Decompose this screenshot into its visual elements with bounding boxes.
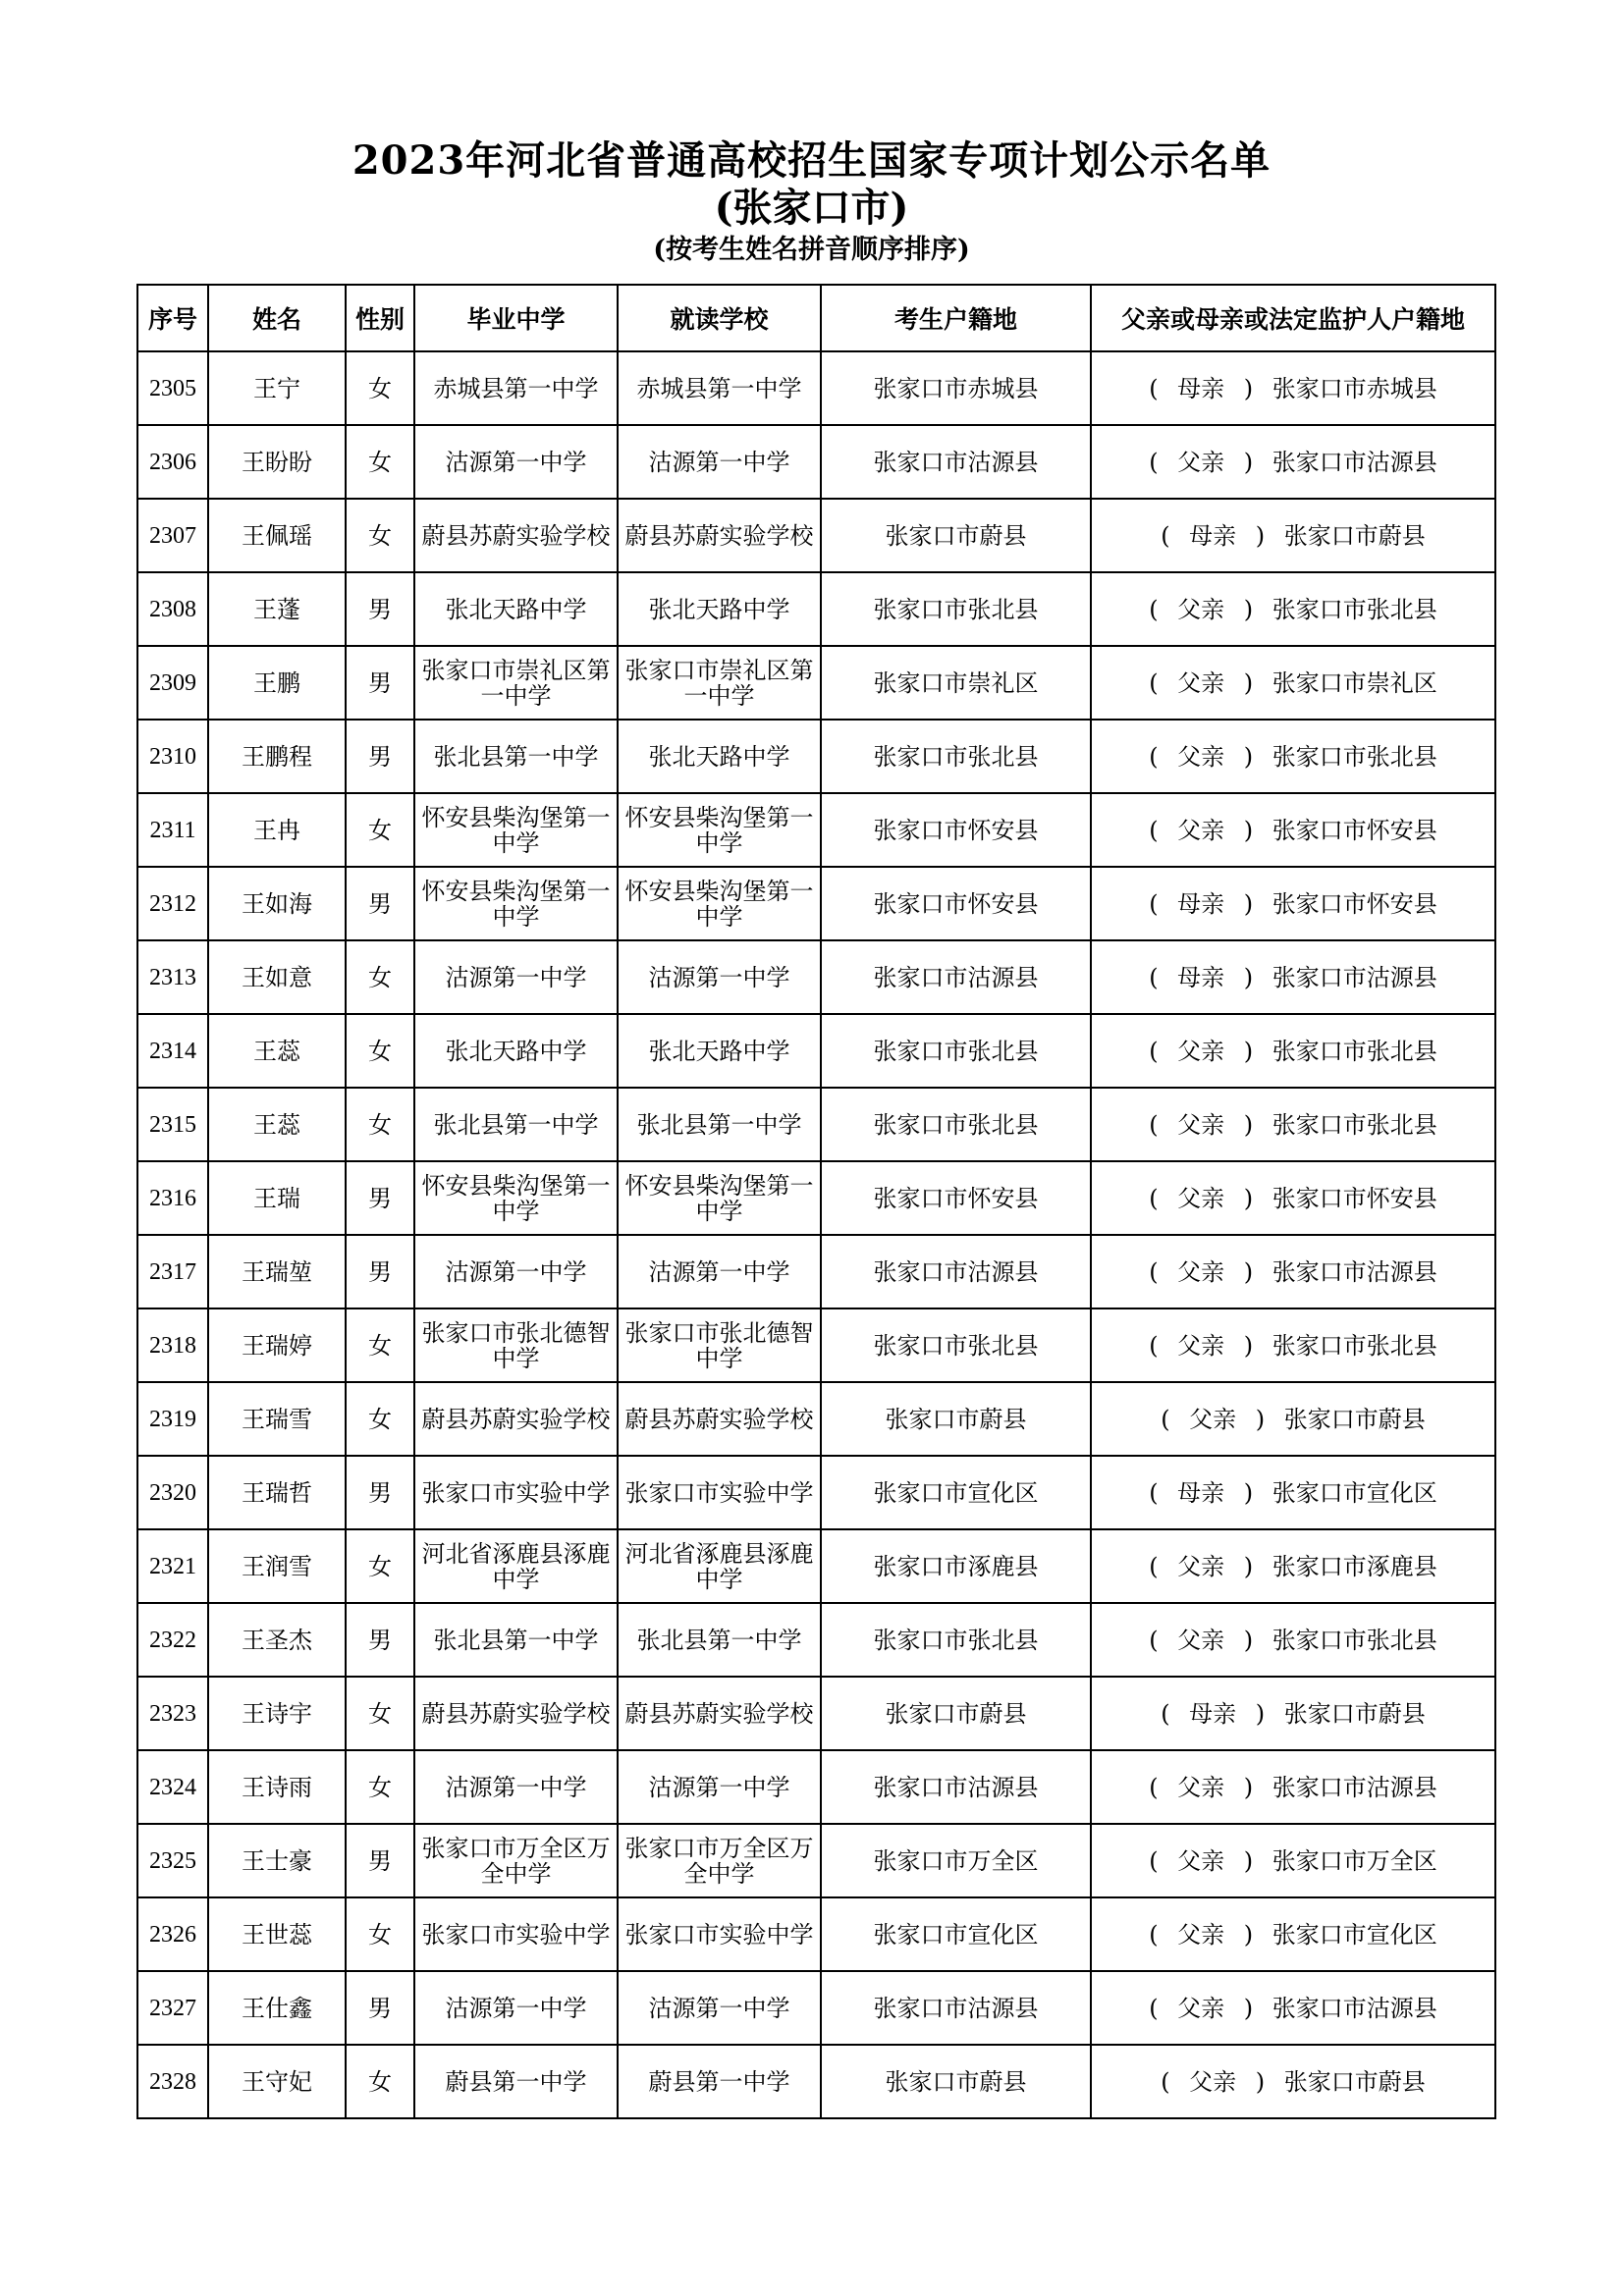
table-row xyxy=(137,1824,1495,1897)
grad-school-cell: 怀安县柴沟堡第一中学 xyxy=(414,793,618,867)
grad-school-cell: 沽源第一中学 xyxy=(414,1750,618,1824)
grad-school-cell: 张北县第一中学 xyxy=(414,1088,618,1161)
seq-cell: 2319 xyxy=(137,1382,208,1456)
guardian-hukou-cell: ( 母亲 ) 张家口市宣化区 xyxy=(1091,1456,1495,1529)
roster-table xyxy=(136,284,1496,2119)
guardian-hukou-cell: ( 父亲 ) 张家口市张北县 xyxy=(1091,1014,1495,1088)
name-cell: 王诗雨 xyxy=(208,1750,346,1824)
table-row xyxy=(137,1014,1495,1088)
grad-school-cell: 沽源第一中学 xyxy=(414,940,618,1014)
table-row xyxy=(137,1897,1495,1971)
hukou-cell: 张家口市蔚县 xyxy=(821,2045,1091,2118)
guardian-hukou-cell: ( 父亲 ) 张家口市张北县 xyxy=(1091,572,1495,646)
current-school-cell: 张北县第一中学 xyxy=(618,1603,821,1677)
table-row xyxy=(137,1603,1495,1677)
hukou-cell: 张家口市张北县 xyxy=(821,1603,1091,1677)
grad-school-cell: 怀安县柴沟堡第一中学 xyxy=(414,867,618,940)
hukou-cell: 张家口市赤城县 xyxy=(821,351,1091,425)
name-cell: 王诗宇 xyxy=(208,1677,346,1750)
table-row xyxy=(137,351,1495,425)
hukou-cell: 张家口市张北县 xyxy=(821,1088,1091,1161)
name-cell: 王佩瑶 xyxy=(208,499,346,572)
header-row xyxy=(137,285,1495,351)
gender-cell: 女 xyxy=(346,1308,414,1382)
name-cell: 王世蕊 xyxy=(208,1897,346,1971)
table-row xyxy=(137,499,1495,572)
gender-cell: 男 xyxy=(346,1456,414,1529)
table-body xyxy=(137,351,1495,2118)
grad-school-cell: 河北省涿鹿县涿鹿中学 xyxy=(414,1529,618,1603)
grad-school-cell: 张家口市实验中学 xyxy=(414,1897,618,1971)
sort-note: (按考生姓名拼音顺序排序) xyxy=(653,235,970,265)
grad-school-cell: 蔚县苏蔚实验学校 xyxy=(414,1677,618,1750)
current-school-cell: 张北县第一中学 xyxy=(618,1088,821,1161)
gender-cell: 男 xyxy=(346,1971,414,2045)
gender-cell: 男 xyxy=(346,720,414,793)
column-header-guardian-hukou: 父亲或母亲或法定监护人户籍地 xyxy=(1091,285,1495,351)
hukou-cell: 张家口市宣化区 xyxy=(821,1897,1091,1971)
current-school-cell: 沽源第一中学 xyxy=(618,1235,821,1308)
gender-cell: 女 xyxy=(346,351,414,425)
name-cell: 王鹏 xyxy=(208,646,346,720)
hukou-cell: 张家口市宣化区 xyxy=(821,1456,1091,1529)
current-school-cell: 河北省涿鹿县涿鹿中学 xyxy=(618,1529,821,1603)
name-cell: 王鹏程 xyxy=(208,720,346,793)
grad-school-cell: 张家口市万全区万全中学 xyxy=(414,1824,618,1897)
hukou-cell: 张家口市万全区 xyxy=(821,1824,1091,1897)
gender-cell: 女 xyxy=(346,1897,414,1971)
table-row xyxy=(137,1529,1495,1603)
hukou-cell: 张家口市沽源县 xyxy=(821,1971,1091,2045)
grad-school-cell: 怀安县柴沟堡第一中学 xyxy=(414,1161,618,1235)
seq-cell: 2311 xyxy=(137,793,208,867)
grad-school-cell: 蔚县苏蔚实验学校 xyxy=(414,1382,618,1456)
guardian-hukou-cell: ( 父亲 ) 张家口市崇礼区 xyxy=(1091,646,1495,720)
gender-cell: 女 xyxy=(346,1014,414,1088)
name-cell: 王守妃 xyxy=(208,2045,346,2118)
name-cell: 王宁 xyxy=(208,351,346,425)
gender-cell: 男 xyxy=(346,1235,414,1308)
guardian-hukou-cell: ( 父亲 ) 张家口市张北县 xyxy=(1091,1603,1495,1677)
table-row xyxy=(137,940,1495,1014)
gender-cell: 男 xyxy=(346,1161,414,1235)
column-header-name: 姓名 xyxy=(208,285,346,351)
column-header-gender: 性别 xyxy=(346,285,414,351)
gender-cell: 女 xyxy=(346,1750,414,1824)
grad-school-cell: 张北县第一中学 xyxy=(414,720,618,793)
grad-school-cell: 张家口市崇礼区第一中学 xyxy=(414,646,618,720)
current-school-cell: 张北天路中学 xyxy=(618,572,821,646)
table-row xyxy=(137,1308,1495,1382)
current-school-cell: 赤城县第一中学 xyxy=(618,351,821,425)
page-title: 2023年河北省普通高校招生国家专项计划公示名单 xyxy=(352,137,1271,184)
name-cell: 王润雪 xyxy=(208,1529,346,1603)
table-row xyxy=(137,1677,1495,1750)
table-row xyxy=(137,572,1495,646)
gender-cell: 女 xyxy=(346,1382,414,1456)
table-row xyxy=(137,793,1495,867)
seq-cell: 2322 xyxy=(137,1603,208,1677)
page-subtitle: (张家口市) xyxy=(714,185,909,231)
seq-cell: 2307 xyxy=(137,499,208,572)
table-row xyxy=(137,646,1495,720)
grad-school-cell: 沽源第一中学 xyxy=(414,425,618,499)
guardian-hukou-cell: ( 母亲 ) 张家口市怀安县 xyxy=(1091,867,1495,940)
table-row xyxy=(137,425,1495,499)
gender-cell: 女 xyxy=(346,1529,414,1603)
name-cell: 王瑞堃 xyxy=(208,1235,346,1308)
guardian-hukou-cell: ( 父亲 ) 张家口市宣化区 xyxy=(1091,1897,1495,1971)
name-cell: 王瑞 xyxy=(208,1161,346,1235)
name-cell: 王士豪 xyxy=(208,1824,346,1897)
seq-cell: 2308 xyxy=(137,572,208,646)
table-header xyxy=(137,285,1495,351)
guardian-hukou-cell: ( 母亲 ) 张家口市沽源县 xyxy=(1091,940,1495,1014)
hukou-cell: 张家口市涿鹿县 xyxy=(821,1529,1091,1603)
hukou-cell: 张家口市沽源县 xyxy=(821,940,1091,1014)
hukou-cell: 张家口市沽源县 xyxy=(821,1750,1091,1824)
hukou-cell: 张家口市张北县 xyxy=(821,572,1091,646)
gender-cell: 女 xyxy=(346,1088,414,1161)
current-school-cell: 张家口市张北德智中学 xyxy=(618,1308,821,1382)
seq-cell: 2317 xyxy=(137,1235,208,1308)
name-cell: 王仕鑫 xyxy=(208,1971,346,2045)
name-cell: 王冉 xyxy=(208,793,346,867)
grad-school-cell: 沽源第一中学 xyxy=(414,1235,618,1308)
seq-cell: 2318 xyxy=(137,1308,208,1382)
seq-cell: 2313 xyxy=(137,940,208,1014)
current-school-cell: 怀安县柴沟堡第一中学 xyxy=(618,867,821,940)
seq-cell: 2316 xyxy=(137,1161,208,1235)
guardian-hukou-cell: ( 父亲 ) 张家口市蔚县 xyxy=(1091,1382,1495,1456)
seq-cell: 2324 xyxy=(137,1750,208,1824)
guardian-hukou-cell: ( 父亲 ) 张家口市张北县 xyxy=(1091,720,1495,793)
current-school-cell: 蔚县苏蔚实验学校 xyxy=(618,499,821,572)
grad-school-cell: 蔚县第一中学 xyxy=(414,2045,618,2118)
grad-school-cell: 沽源第一中学 xyxy=(414,1971,618,2045)
seq-cell: 2320 xyxy=(137,1456,208,1529)
seq-cell: 2306 xyxy=(137,425,208,499)
seq-cell: 2323 xyxy=(137,1677,208,1750)
grad-school-cell: 张北天路中学 xyxy=(414,572,618,646)
current-school-cell: 沽源第一中学 xyxy=(618,425,821,499)
name-cell: 王瑞婷 xyxy=(208,1308,346,1382)
table-row xyxy=(137,1235,1495,1308)
table-row xyxy=(137,1088,1495,1161)
hukou-cell: 张家口市怀安县 xyxy=(821,1161,1091,1235)
seq-cell: 2315 xyxy=(137,1088,208,1161)
guardian-hukou-cell: ( 母亲 ) 张家口市赤城县 xyxy=(1091,351,1495,425)
name-cell: 王瑞哲 xyxy=(208,1456,346,1529)
table-row xyxy=(137,1456,1495,1529)
hukou-cell: 张家口市崇礼区 xyxy=(821,646,1091,720)
guardian-hukou-cell: ( 母亲 ) 张家口市蔚县 xyxy=(1091,1677,1495,1750)
current-school-cell: 张家口市实验中学 xyxy=(618,1456,821,1529)
name-cell: 王瑞雪 xyxy=(208,1382,346,1456)
guardian-hukou-cell: ( 父亲 ) 张家口市涿鹿县 xyxy=(1091,1529,1495,1603)
guardian-hukou-cell: ( 父亲 ) 张家口市沽源县 xyxy=(1091,425,1495,499)
hukou-cell: 张家口市张北县 xyxy=(821,720,1091,793)
guardian-hukou-cell: ( 父亲 ) 张家口市蔚县 xyxy=(1091,2045,1495,2118)
gender-cell: 男 xyxy=(346,1824,414,1897)
gender-cell: 男 xyxy=(346,646,414,720)
guardian-hukou-cell: ( 父亲 ) 张家口市沽源县 xyxy=(1091,1750,1495,1824)
seq-cell: 2328 xyxy=(137,2045,208,2118)
current-school-cell: 张家口市崇礼区第一中学 xyxy=(618,646,821,720)
table-row xyxy=(137,720,1495,793)
gender-cell: 女 xyxy=(346,2045,414,2118)
guardian-hukou-cell: ( 父亲 ) 张家口市怀安县 xyxy=(1091,1161,1495,1235)
column-header-grad-school: 毕业中学 xyxy=(414,285,618,351)
gender-cell: 女 xyxy=(346,425,414,499)
name-cell: 王蕊 xyxy=(208,1014,346,1088)
name-cell: 王盼盼 xyxy=(208,425,346,499)
current-school-cell: 张北天路中学 xyxy=(618,720,821,793)
guardian-hukou-cell: ( 父亲 ) 张家口市怀安县 xyxy=(1091,793,1495,867)
table-row xyxy=(137,1971,1495,2045)
table-row xyxy=(137,1161,1495,1235)
current-school-cell: 沽源第一中学 xyxy=(618,1971,821,2045)
guardian-hukou-cell: ( 父亲 ) 张家口市张北县 xyxy=(1091,1088,1495,1161)
hukou-cell: 张家口市怀安县 xyxy=(821,867,1091,940)
seq-cell: 2327 xyxy=(137,1971,208,2045)
current-school-cell: 蔚县苏蔚实验学校 xyxy=(618,1382,821,1456)
guardian-hukou-cell: ( 父亲 ) 张家口市万全区 xyxy=(1091,1824,1495,1897)
gender-cell: 男 xyxy=(346,867,414,940)
hukou-cell: 张家口市张北县 xyxy=(821,1308,1091,1382)
guardian-hukou-cell: ( 父亲 ) 张家口市张北县 xyxy=(1091,1308,1495,1382)
guardian-hukou-cell: ( 父亲 ) 张家口市沽源县 xyxy=(1091,1971,1495,2045)
hukou-cell: 张家口市沽源县 xyxy=(821,1235,1091,1308)
hukou-cell: 张家口市蔚县 xyxy=(821,499,1091,572)
grad-school-cell: 张家口市张北德智中学 xyxy=(414,1308,618,1382)
gender-cell: 男 xyxy=(346,572,414,646)
seq-cell: 2325 xyxy=(137,1824,208,1897)
grad-school-cell: 蔚县苏蔚实验学校 xyxy=(414,499,618,572)
current-school-cell: 张家口市万全区万全中学 xyxy=(618,1824,821,1897)
hukou-cell: 张家口市蔚县 xyxy=(821,1382,1091,1456)
gender-cell: 女 xyxy=(346,940,414,1014)
column-header-current-school: 就读学校 xyxy=(618,285,821,351)
name-cell: 王蓬 xyxy=(208,572,346,646)
table-row xyxy=(137,2045,1495,2118)
grad-school-cell: 张北天路中学 xyxy=(414,1014,618,1088)
current-school-cell: 沽源第一中学 xyxy=(618,1750,821,1824)
current-school-cell: 张北天路中学 xyxy=(618,1014,821,1088)
current-school-cell: 蔚县第一中学 xyxy=(618,2045,821,2118)
seq-cell: 2326 xyxy=(137,1897,208,1971)
grad-school-cell: 张北县第一中学 xyxy=(414,1603,618,1677)
hukou-cell: 张家口市张北县 xyxy=(821,1014,1091,1088)
seq-cell: 2305 xyxy=(137,351,208,425)
seq-cell: 2309 xyxy=(137,646,208,720)
gender-cell: 女 xyxy=(346,499,414,572)
hukou-cell: 张家口市沽源县 xyxy=(821,425,1091,499)
seq-cell: 2310 xyxy=(137,720,208,793)
grad-school-cell: 张家口市实验中学 xyxy=(414,1456,618,1529)
gender-cell: 女 xyxy=(346,1677,414,1750)
guardian-hukou-cell: ( 母亲 ) 张家口市蔚县 xyxy=(1091,499,1495,572)
seq-cell: 2314 xyxy=(137,1014,208,1088)
grad-school-cell: 赤城县第一中学 xyxy=(414,351,618,425)
current-school-cell: 张家口市实验中学 xyxy=(618,1897,821,1971)
seq-cell: 2321 xyxy=(137,1529,208,1603)
current-school-cell: 怀安县柴沟堡第一中学 xyxy=(618,1161,821,1235)
table-row xyxy=(137,1382,1495,1456)
name-cell: 王如意 xyxy=(208,940,346,1014)
name-cell: 王圣杰 xyxy=(208,1603,346,1677)
seq-cell: 2312 xyxy=(137,867,208,940)
table-row xyxy=(137,867,1495,940)
table-row xyxy=(137,1750,1495,1824)
hukou-cell: 张家口市怀安县 xyxy=(821,793,1091,867)
gender-cell: 女 xyxy=(346,793,414,867)
name-cell: 王如海 xyxy=(208,867,346,940)
gender-cell: 男 xyxy=(346,1603,414,1677)
guardian-hukou-cell: ( 父亲 ) 张家口市沽源县 xyxy=(1091,1235,1495,1308)
current-school-cell: 沽源第一中学 xyxy=(618,940,821,1014)
current-school-cell: 怀安县柴沟堡第一中学 xyxy=(618,793,821,867)
column-header-hukou: 考生户籍地 xyxy=(821,285,1091,351)
hukou-cell: 张家口市蔚县 xyxy=(821,1677,1091,1750)
name-cell: 王蕊 xyxy=(208,1088,346,1161)
current-school-cell: 蔚县苏蔚实验学校 xyxy=(618,1677,821,1750)
column-header-seq: 序号 xyxy=(137,285,208,351)
